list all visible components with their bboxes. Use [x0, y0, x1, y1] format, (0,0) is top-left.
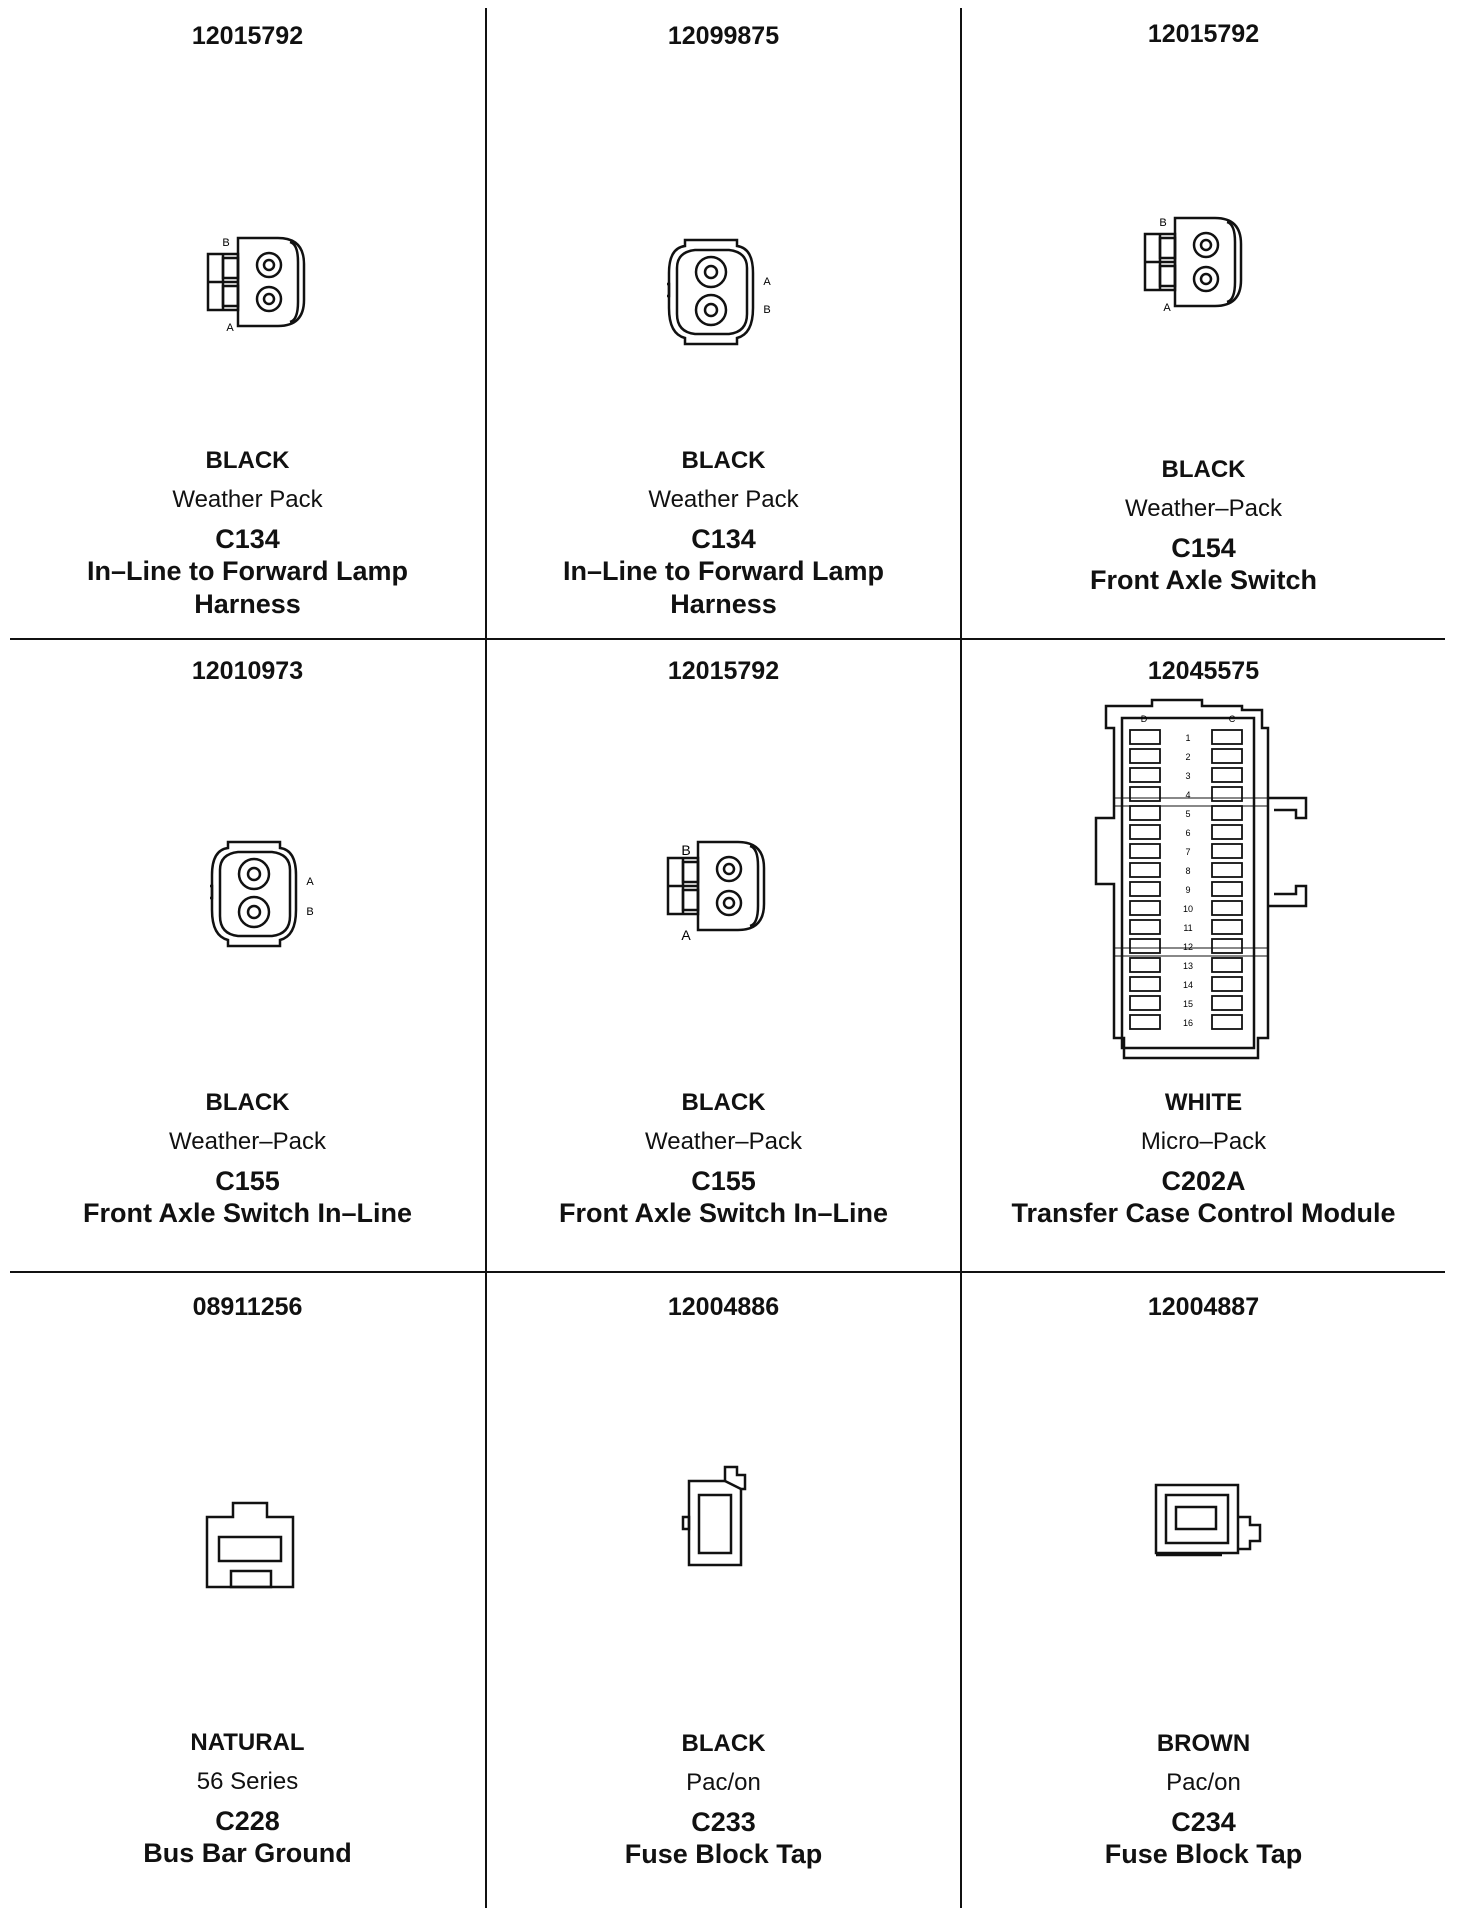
part-number: 08911256	[192, 1293, 303, 1321]
connector-label	[487, 446, 960, 621]
connector-label	[10, 446, 485, 621]
connector-color: BLACK	[681, 1730, 766, 1757]
connector-label	[487, 1729, 960, 1871]
connector-description-line-1: Front Axle Switch In–Line	[82, 1198, 413, 1229]
connector-description-line-1: In–Line to Forward Lamp	[86, 556, 409, 587]
cavity-number: 2	[1185, 752, 1191, 762]
connector-id: C155	[691, 1165, 756, 1196]
pin-label-a: A	[763, 276, 771, 288]
connector-diagram-pacon-fuse-tap	[1152, 1479, 1272, 1569]
connector-cell-9	[962, 1273, 1445, 1916]
pin-label-b: B	[681, 842, 691, 858]
pin-label-a: A	[306, 876, 314, 888]
connector-cell-6	[962, 640, 1445, 1271]
cavity-number: 14	[1182, 980, 1194, 990]
connector-cell-7	[10, 1273, 485, 1916]
part-number: 12015792	[667, 657, 780, 685]
cavity-number: 16	[1182, 1018, 1194, 1028]
column-c-cavity	[1212, 901, 1242, 915]
pin-label-b: B	[1159, 217, 1167, 229]
connector-description-line-1: Fuse Block Tap	[624, 1839, 823, 1870]
column-d-cavity	[1130, 806, 1160, 820]
part-number: 12004887	[1147, 1293, 1260, 1321]
column-c-cavity	[1212, 844, 1242, 858]
pin-label-a: A	[1163, 302, 1171, 314]
connector-diagram-weather-pack-2way	[650, 826, 780, 946]
connector-series: 56 Series	[196, 1768, 299, 1796]
cavity-number: 4	[1185, 790, 1191, 800]
pin-label-b: B	[222, 237, 230, 249]
part-number: 12004886	[667, 1293, 780, 1321]
part-number: 12015792	[1147, 20, 1260, 48]
connector-id: C134	[691, 523, 756, 554]
column-d-cavity	[1130, 958, 1160, 972]
connector-id: C134	[215, 523, 280, 554]
connector-description-line-2: Harness	[670, 589, 777, 620]
connector-color: WHITE	[1164, 1089, 1243, 1116]
part-number: 12015792	[191, 22, 304, 50]
column-c-cavity	[1212, 1015, 1242, 1029]
column-d-cavity	[1130, 730, 1160, 744]
connector-diagram-weather-pack-inline	[667, 228, 777, 358]
column-d-cavity	[1130, 768, 1160, 782]
connector-series: Weather–Pack	[645, 1128, 802, 1156]
connector-label	[10, 1728, 485, 1870]
connector-diagram-pacon-fuse-tap	[679, 1465, 769, 1575]
connector-id: C234	[1171, 1806, 1236, 1837]
connector-cell-3	[962, 0, 1445, 638]
connector-diagram-weather-pack-inline	[210, 830, 320, 960]
column-d-cavity	[1130, 996, 1160, 1010]
connector-id: C155	[215, 1165, 280, 1196]
column-c-cavity	[1212, 768, 1242, 782]
cavity-number: 10	[1182, 904, 1194, 914]
connector-description-line-1: Fuse Block Tap	[1104, 1839, 1303, 1870]
connector-color: NATURAL	[190, 1729, 305, 1756]
column-c-cavity	[1212, 863, 1242, 877]
cavity-number: 1	[1185, 733, 1191, 743]
connector-diagram-micro-pack-32way	[1092, 698, 1312, 1068]
connector-cell-8	[487, 1273, 960, 1916]
column-c-cavity	[1212, 749, 1242, 763]
cavity-number: 13	[1182, 961, 1194, 971]
cavity-number: 9	[1185, 885, 1191, 895]
column-d-cavity	[1130, 844, 1160, 858]
column-c-cavity	[1212, 958, 1242, 972]
column-d-cavity	[1130, 749, 1160, 763]
connector-series: Weather–Pack	[1125, 495, 1282, 523]
cavity-number: 8	[1185, 866, 1191, 876]
connector-diagram-56-series	[205, 1495, 305, 1595]
connector-id: C233	[691, 1806, 756, 1837]
pin-label-a: A	[226, 322, 234, 334]
cavity-number: 11	[1183, 923, 1193, 933]
column-label-c: C	[1228, 714, 1236, 724]
column-c-cavity	[1212, 882, 1242, 896]
connector-description-line-1: Transfer Case Control Module	[1011, 1198, 1396, 1229]
pin-label-b: B	[763, 304, 771, 316]
pin-label-a: A	[681, 927, 691, 943]
column-d-cavity	[1130, 825, 1160, 839]
cavity-number: 7	[1185, 847, 1191, 857]
connector-id: C154	[1171, 532, 1236, 563]
part-number: 12099875	[667, 22, 780, 50]
cavity-number: 5	[1185, 809, 1191, 819]
connector-description-line-2: Harness	[194, 589, 301, 620]
connector-series: Weather Pack	[648, 486, 799, 514]
column-c-cavity	[1212, 787, 1242, 801]
connector-cell-1	[10, 0, 485, 638]
connector-color: BROWN	[1156, 1730, 1251, 1757]
part-number: 12010973	[191, 657, 304, 685]
column-c-cavity	[1212, 996, 1242, 1010]
connector-description-line-1: Front Axle Switch	[1089, 565, 1318, 596]
cavity-number: 3	[1185, 771, 1191, 781]
column-label-d: D	[1140, 714, 1148, 724]
connector-id: C202A	[1161, 1165, 1246, 1196]
connector-diagram-weather-pack-2way	[1127, 202, 1257, 322]
connector-color: BLACK	[205, 447, 290, 474]
column-d-cavity	[1130, 1015, 1160, 1029]
connector-color: BLACK	[681, 447, 766, 474]
connector-description-line-1: Bus Bar Ground	[143, 1838, 352, 1869]
connector-label	[962, 1088, 1445, 1230]
column-d-cavity	[1130, 787, 1160, 801]
column-c-cavity	[1212, 977, 1242, 991]
connector-series: Pac/on	[686, 1769, 761, 1797]
column-c-cavity	[1212, 939, 1242, 953]
connector-diagram-weather-pack-2way	[190, 222, 320, 342]
cavity-number: 12	[1182, 942, 1194, 952]
connector-series: Weather Pack	[172, 486, 323, 514]
column-d-cavity	[1130, 977, 1160, 991]
connector-description-line-1: In–Line to Forward Lamp	[562, 556, 885, 587]
connector-series: Micro–Pack	[1140, 1128, 1267, 1156]
connector-cell-5	[487, 640, 960, 1271]
column-c-cavity	[1212, 825, 1242, 839]
connector-label	[962, 455, 1445, 597]
column-c-cavity	[1212, 920, 1242, 934]
pin-label-b: B	[306, 906, 314, 918]
column-d-cavity	[1130, 882, 1160, 896]
cavity-number: 15	[1182, 999, 1194, 1009]
connector-series: Weather–Pack	[169, 1128, 326, 1156]
column-c-cavity	[1212, 806, 1242, 820]
connector-color: BLACK	[205, 1089, 290, 1116]
column-c-cavity	[1212, 730, 1242, 744]
connector-label	[487, 1088, 960, 1230]
connector-color: BLACK	[1161, 456, 1246, 483]
connector-cell-4	[10, 640, 485, 1271]
column-d-cavity	[1130, 901, 1160, 915]
connector-cell-2	[487, 0, 960, 638]
column-d-cavity	[1130, 939, 1160, 953]
connector-label	[962, 1729, 1445, 1871]
connector-description-line-1: Front Axle Switch In–Line	[558, 1198, 889, 1229]
part-number: 12045575	[1147, 657, 1260, 685]
connector-id: C228	[215, 1805, 280, 1836]
connector-series: Pac/on	[1166, 1769, 1241, 1797]
cavity-number: 6	[1185, 828, 1191, 838]
connector-color: BLACK	[681, 1089, 766, 1116]
connector-label	[10, 1088, 485, 1230]
column-d-cavity	[1130, 920, 1160, 934]
column-d-cavity	[1130, 863, 1160, 877]
